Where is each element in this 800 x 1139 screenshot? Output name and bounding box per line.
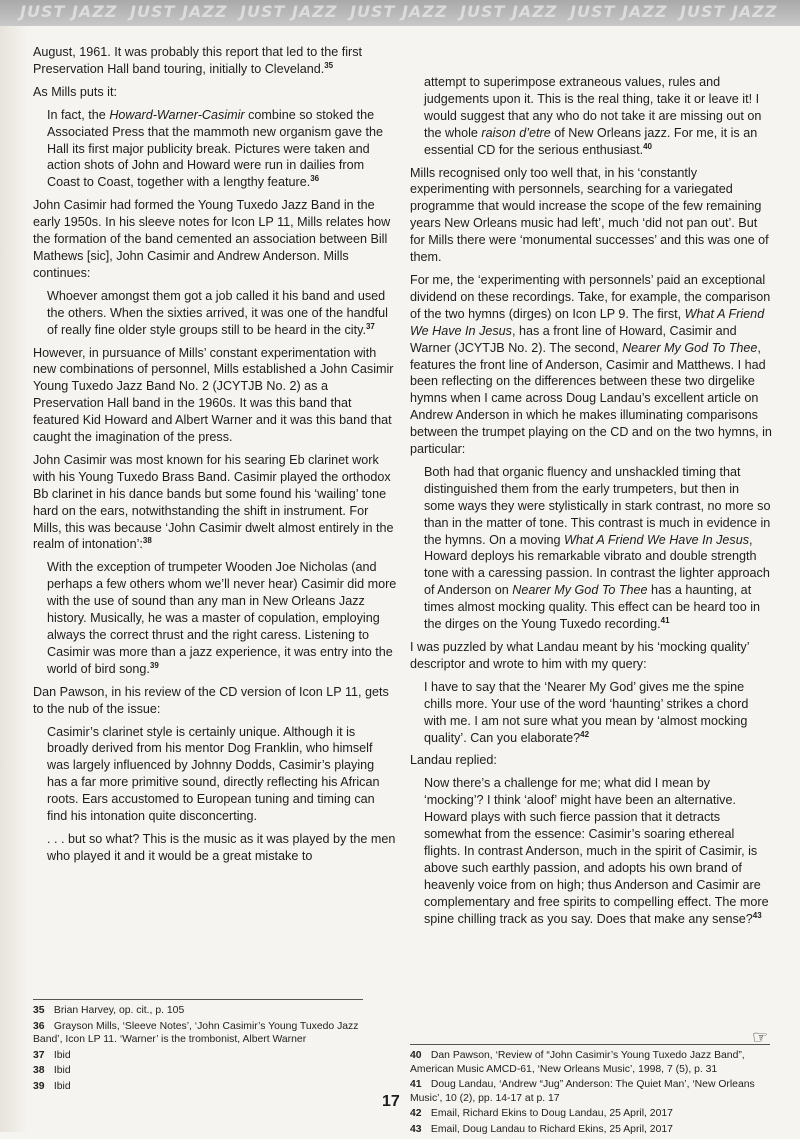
text-run: In fact, the — [47, 107, 110, 122]
footnote-ref: 42 — [580, 729, 590, 739]
footnote-number: 36 — [33, 1020, 45, 1032]
block-quote — [33, 288, 397, 339]
text-run: Whoever amongst them got a job called it his band and used the others. When the sixties arrived, it was one of the handful of really fine older style groups still to be heard in the city. — [47, 288, 388, 337]
footnote-ref: 43 — [752, 910, 762, 920]
text-run: It was probably this report that led to the first Preservation Hall band touring, initially to Cleveland. — [33, 45, 363, 76]
pointing-hand-icon: ☞ — [752, 1027, 769, 1047]
text-run: Landau replied: — [410, 753, 497, 768]
block-quote — [410, 775, 772, 927]
block-quote — [410, 74, 772, 159]
text-run: August, 1961. — [33, 45, 111, 59]
text-run: With the exception of trumpeter Wooden Joe Nicholas (and perhaps a few others whom we’ll never hear) Casimir did more with the use of sound than any man in New Orleans Jazz history. Musically, he was a master of copulation, employing always the correct thrust and the right caress. Listening to Casimir was more than a jazz experience, it was entry into the world of bird song. — [47, 560, 397, 676]
footnote-number: 38 — [33, 1065, 45, 1077]
text-run: John Casimir was most known for his searing Eb clarinet work with his Young Tuxedo Brass Band. Casimir played the orthodox Bb clarinet in his dance bands but some found his ‘wailing’ tone hard on the ears, notwithstanding the shift in instrument. For Mills, this was because ‘John Casimir dwelt almost entirely in the realm of intonation’: — [33, 452, 394, 552]
footnote-ref: 35 — [324, 60, 334, 70]
footnote-divider — [33, 999, 363, 1000]
footnotes-left — [33, 1004, 363, 1096]
block-quote — [33, 107, 397, 192]
body-paragraph — [33, 684, 397, 718]
footnote-ref: 36 — [310, 174, 320, 184]
footnote-number: 39 — [33, 1080, 45, 1092]
text-run: As Mills puts it: — [33, 84, 117, 99]
page-number: 17 — [382, 1093, 400, 1110]
masthead-text: JUST JAZZ — [570, 2, 668, 21]
footnote — [33, 1020, 363, 1047]
footnote — [33, 1064, 363, 1078]
text-run: , features the front line of Anderson, Casimir and Matthews. I had been reflecting on the differences between these two dirgelike hymns when I came across Doug Landau’s excellent article on Andrew Anderson in which he makes illuminating comparisons between the trumpet playing on the CD and on the two hymns, in particular: — [410, 340, 772, 457]
text-run: , has a front line of Howard, Casimir and Warner (JCYTJB No. 2). The second, — [410, 323, 737, 355]
text-run: I have to say that the ‘Nearer My God’ gives me the spine chills more. Your use of the word ‘haunting’ strikes a chord with me. I am not sure what you mean by ‘almost mocking quality’. Can you elaborate? — [424, 679, 749, 745]
italic-title: Howard-Warner-Casimir — [109, 107, 245, 122]
footnote-number: 42 — [410, 1108, 422, 1120]
footnote — [33, 1004, 363, 1018]
body-paragraph — [33, 197, 397, 282]
footnote — [410, 1107, 770, 1121]
footnote-number: 35 — [33, 1005, 45, 1016]
block-quote — [33, 559, 397, 677]
text-run: For me, the ‘experimenting with personnels’ paid an exceptional dividend on these recordings. Take, for example, the comparison of the two hymns (dirges) on Icon LP 9. The first, — [410, 272, 771, 321]
text-run: attempt to superimpose extraneous values, rules and judgements upon it. This is the real thing, take it or leave it! I would suggest that any who do not take it are missing out on the whole — [424, 75, 762, 140]
footnote-divider — [410, 1044, 770, 1045]
text-run: I was puzzled by what Landau meant by his ‘mocking quality’ descriptor and wrote to him with my query: — [410, 640, 750, 671]
text-run: Now there’s a challenge for me; what did I mean by ‘mocking’? I think ‘aloof’ might have been an alternative. Howard plays with such fierce passion that it detracts somewhat from the essence: Casimir’s soaring ethereal flights. In contrast Anderson, much in the spirit of Casimir, is above such earthly passion, and adopts his own brand of heavenly voice from on high; thus Anderson and Casimir are complementary and free spirits to compelling effect. The more spine chilling track as you say. Does that make any sense? — [424, 776, 769, 926]
footnote-text: Ibid — [53, 1080, 71, 1092]
text-run: However, in pursuance of Mills’ constant experimentation with new combinations of personnel, Mills established a John Casimir Young Tuxedo Jazz Band No. 2 (JCYTJB No. 2) as a Preservation Hall band in the 1960s. It was this band that featured Kid Howard and Albert Warner and it was this band that caught the imagination of the press. — [33, 345, 394, 445]
text-run: John Casimir had formed the Young Tuxedo Jazz Band in the early 1950s. In his sleeve notes for Icon LP 11, Mills relates how the formation of the band cemented an association between Bill Mathews [sic], John Casimir and Andrew Anderson. Mills continues: — [33, 198, 391, 280]
footnote-text: Email, Richard Ekins to Doug Landau, 25 April, 2017 — [430, 1108, 673, 1120]
footnote-text: Grayson Mills, ‘Sleeve Notes’, ‘John Casimir’s Young Tuxedo Jazz Band’, Icon LP 11. ‘Warner’ is the trombonist, Albert Warner — [33, 1020, 359, 1046]
text-run: Both had that organic fluency and unshackled timing that distinguished them from the early trumpeters, but then in some ways they were stylistically in stark contrast, no more so than in the matter of tone. This contrast is much in evidence in the hymns. On a moving — [424, 464, 771, 547]
italic-title: Nearer My God To Thee — [512, 583, 648, 598]
footnote — [410, 1078, 770, 1105]
text-run: . . . but so what? This is the music as it was played by the men who played it and it would be a great mistake to — [47, 831, 396, 863]
masthead-text: JUST JAZZ — [240, 2, 338, 21]
text-run: Mills recognised only too well that, in his ‘constantly experimenting with personnels, searching for a variegated programme that would increase the scope of the few remaining years New Orleans music had left’, much ‘did not pan out’. But for Mills there were ‘monumental successes’ and this was one of them. — [410, 165, 769, 265]
footnote-number: 43 — [410, 1123, 422, 1135]
footnote-number: 40 — [410, 1050, 422, 1061]
body-paragraph — [410, 752, 772, 769]
italic-title: Nearer My God To Thee — [622, 340, 758, 355]
text-run: of New Orleans jazz. For me, it is an essential CD for the serious enthusiast. — [424, 125, 758, 157]
italic-title: raison d’etre — [481, 125, 551, 140]
footnote — [33, 1049, 363, 1063]
footnote-text: Ibid — [53, 1065, 71, 1077]
masthead-text: JUST JAZZ — [460, 2, 558, 21]
masthead-text: JUST JAZZ — [350, 2, 448, 21]
block-quote — [410, 464, 772, 633]
footnote-number: 41 — [410, 1079, 422, 1091]
text-run: combine so stoked the Associated Press that the mammoth new organism gave the Hall its first major publicity break. Pictures were taken and action shots of John and Howard were run in dailies from Coast to Coast, together with a lengthy feature. — [47, 107, 383, 190]
footnote-ref: 39 — [149, 660, 159, 670]
left-column — [33, 44, 397, 871]
footnote-number: 37 — [33, 1049, 45, 1061]
footnote-ref: 41 — [660, 615, 670, 625]
footnotes-right — [410, 1049, 770, 1139]
masthead-text: JUST JAZZ — [680, 2, 778, 21]
footnote-text: Doug Landau, ‘Andrew “Jug” Anderson: The Quiet Man’, ‘New Orleans Music’, 10 (2), pp. 14-17 at p. 17 — [410, 1079, 755, 1104]
text-run: Casimir’s clarinet style is certainly unique. Although it is broadly derived from his mentor Dog Franklin, who himself was largely influenced by Johnny Dodds, Casimir’s playing has a far more primitive sound, directly reflecting his African roots. Ears accustomed to European tuning and timing can find his intonation quite disconcerting. — [47, 724, 380, 824]
footnote — [410, 1123, 770, 1137]
masthead-text: JUST JAZZ — [130, 2, 228, 21]
footnote-text: Brian Harvey, op. cit., p. 105 — [53, 1005, 185, 1016]
block-quote — [410, 679, 772, 747]
body-paragraph — [33, 345, 397, 446]
body-paragraph — [33, 452, 397, 553]
footnote-text: Email, Doug Landau to Richard Ekins, 25 April, 2017 — [430, 1123, 673, 1135]
footnote-text: Ibid — [53, 1049, 71, 1061]
masthead-band — [0, 0, 800, 26]
right-column — [410, 74, 772, 934]
block-quote — [33, 831, 397, 865]
body-paragraph — [410, 272, 772, 458]
block-quote — [33, 724, 397, 825]
footnote-ref: 40 — [643, 141, 653, 151]
italic-title: What A Friend We Have In Jesus — [564, 532, 750, 547]
footnote — [33, 1080, 363, 1094]
footnote-text: Dan Pawson, ‘Review of “John Casimir’s Young Tuxedo Jazz Band”, American Music AMCD-61, ‘New Orleans Music’, 1998, 7 (5), p. 31 — [410, 1050, 745, 1075]
text-run: , Howard deploys his remarkable vibrato and double strength tone with a caressing passion. In contrast the lighter approach of Anderson on — [424, 532, 770, 598]
footnote-ref: 38 — [142, 536, 152, 546]
footnote-ref: 37 — [365, 321, 375, 331]
masthead-text: JUST JAZZ — [20, 2, 118, 21]
text-run: has a haunting, at times almost mocking quality. This effect can be heard too in the dirges on the Young Tuxedo recording. — [424, 583, 761, 632]
body-paragraph — [410, 165, 772, 266]
body-paragraph — [410, 639, 772, 673]
text-run: Dan Pawson, in his review of the CD version of Icon LP 11, gets to the nub of the issue: — [33, 684, 389, 716]
page-gutter-shadow — [0, 26, 28, 1132]
body-paragraph — [33, 44, 397, 78]
body-paragraph — [33, 84, 397, 101]
footnote — [410, 1049, 770, 1076]
italic-title: What A Friend We Have In Jesus — [410, 306, 765, 338]
